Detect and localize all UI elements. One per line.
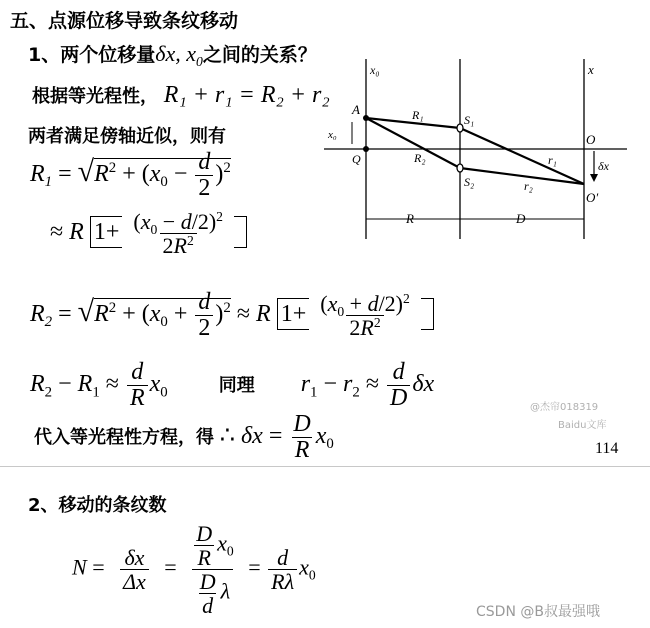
- geometry-diagram: [322, 54, 632, 244]
- page-separator: [0, 466, 650, 467]
- part1-heading: [28, 40, 317, 67]
- label-R1: R₁: [412, 108, 424, 122]
- label-R-dim: R: [406, 211, 414, 226]
- substitute-text: 代入等光程性方程，得: [34, 427, 214, 449]
- point-Q: [363, 146, 369, 152]
- isoline-text: 根据等光程性，: [32, 86, 158, 107]
- d-over-2-frac-1: $\frac{d}{2}$: [195, 150, 213, 201]
- csdn-watermark: CSDN @B叔最强哦: [476, 604, 600, 620]
- dx-arrow-head: [590, 174, 598, 182]
- substitute-line: 代入等光程性方程，得 ∴ δx = $\frac{D}{R}$ $x_0$: [34, 411, 334, 464]
- isoline-line: [32, 82, 330, 109]
- slit-S1: [457, 124, 463, 132]
- label-S1: S₁: [464, 113, 475, 127]
- r2-equation: $R_2 = √R^2 + (x_0$ + $\frac{d}{2}$ )$^2$ ≈ R 1+ $\frac{(x_0 + d/2)^2}{2R^2}$: [30, 290, 434, 341]
- watermark-line1: @杰帘018319: [530, 402, 599, 413]
- part1-heading-prefix: 1、两个位移量: [28, 44, 156, 66]
- label-S2: S₂: [464, 175, 475, 189]
- r1-equation: $R_1 = √R^2 + (x_0$ − $\frac{d}{2}$ )$^2$: [30, 149, 231, 202]
- label-D-dim: D: [516, 211, 526, 226]
- slit-S2: [457, 164, 463, 172]
- isoline-equation: R₁ + r₁ = R₂ + r₂: [163, 82, 330, 108]
- label-O-prime: O′: [586, 190, 599, 205]
- r1-approx: ≈ R 1+ $\frac{(x_0 - d/2)^2}{2R^2}$: [50, 210, 247, 257]
- d-over-2-frac-2: $\frac{d}{2}$: [195, 290, 213, 341]
- part1-heading-math: δx, $x_0$: [155, 41, 203, 69]
- n-equation: N = $\frac{\delta x}{\Delta x}$ = $\frac{D}{R}$ $x_0$ $\frac{D}{d}$ λ = $\frac{d}{R\lambda}$ $x_0$: [72, 521, 316, 619]
- label-x0: x₀: [328, 129, 337, 141]
- tongli-text: 同理: [218, 375, 255, 397]
- page-number: 114: [595, 440, 619, 457]
- label-x-axis: x: [588, 62, 594, 77]
- label-A: A: [352, 102, 360, 117]
- paraxial-text: 两者满足傍轴近似，则有: [28, 126, 226, 147]
- watermark-line2: Baidu文库: [558, 420, 607, 431]
- section-title: 五、点源位移导致条纹移动: [10, 10, 239, 32]
- label-r1: r₁: [548, 153, 557, 167]
- label-dx: δx: [598, 159, 609, 173]
- point-A: [363, 115, 369, 121]
- label-R2: R₂: [414, 151, 426, 165]
- label-x0-axis: x₀: [370, 63, 380, 77]
- part2-heading: 2、移动的条纹数: [28, 495, 167, 516]
- label-r2: r₂: [524, 179, 533, 193]
- part1-heading-suffix: 之间的关系？: [202, 44, 317, 66]
- label-O: O: [586, 132, 596, 147]
- label-Q: Q: [352, 152, 361, 166]
- difference-equations: $R_2 - R_1$ ≈ $\frac{d}{R}$ $x_0$ 同理 $r_1 - r_2$ ≈ $\frac{d}{D}$ δx: [30, 359, 435, 412]
